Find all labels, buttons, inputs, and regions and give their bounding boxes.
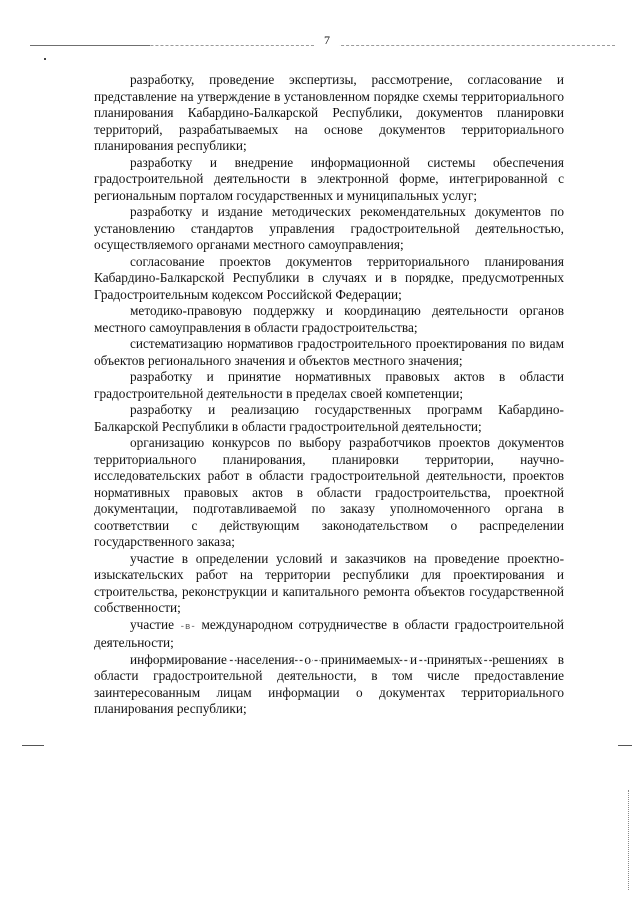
paragraph-9: организацию конкурсов по выбору разработчиков проектов документов территориального планирования, планировки территории, научно-исследовательских работ в области градостроительной деятельности, проектов нормативных правовых актов в области градостроительства, проектной документации, подготавливаемой по заказу уполномоченного органа в соответствии с действующим законодательством о распределении государственного заказа; — [94, 435, 564, 549]
paragraph-10: участие в определении условий и заказчиков на проведение проектно-изыскательских работ на территории республики для проектирования и строительства, реконструкции и капитального ремонта объектов государственной собственности; — [94, 550, 564, 615]
handwritten-mark: -в- — [179, 621, 196, 632]
paragraph-1: разработку, проведение экспертизы, рассмотрение, согласование и представление на утверждение в установленном порядке схемы территориального планирования Кабардино-Балкарской Республики, документов планировки территорий, разрабатываемых на основе документов территориального планирования республики; — [94, 72, 564, 153]
paragraph-2: разработку и внедрение информационной системы обеспечения градостроительной деятельности в электронной форме, интегрированной с региональным порталом государственных и муниципальных услуг; — [94, 154, 564, 203]
paragraph-12 — [94, 652, 564, 718]
paragraph-12-rest: в области градостроительной деятельности, в том числе предоставление заинтересованным лицам информации о документах территориального планирования республики; — [94, 651, 564, 716]
paragraph-8: разработку и реализацию государственных программ Кабардино-Балкарской Республики в области градостроительной деятельности; — [94, 402, 564, 434]
paragraph-4: согласование проектов документов территориального планирования Кабардино-Балкарской Республики в случаях и в порядке, предусмотренных Градостроительным кодексом Российской Федерации; — [94, 253, 564, 302]
right-edge-scan-marks — [628, 790, 631, 890]
document-body — [94, 72, 564, 718]
paragraph-11-start: участие — [130, 616, 180, 632]
scan-dot — [44, 58, 46, 60]
paragraph-11 — [94, 617, 564, 652]
paragraph-11-end: международном сотрудничестве в области градостроительной деятельности; — [94, 616, 564, 650]
paragraph-3: разработку и издание методических рекомендательных документов по установлению стандартов управления градостроительной деятельностью, осуществляемого органами местного самоуправления; — [94, 204, 564, 252]
paragraph-7: разработку и принятие нормативных правовых актов в области градостроительной деятельности в пределах своей компетенции; — [94, 369, 564, 401]
top-scan-rule-left — [30, 45, 150, 46]
paragraph-12-underlined: информирование населения о принимаемых и принятых решениях — [130, 651, 548, 667]
paragraph-5: методико-правовую поддержку и координацию деятельности органов местного самоуправления в области градостроительства; — [94, 303, 564, 335]
left-margin-mark — [22, 745, 44, 746]
paragraph-6: систематизацию нормативов градостроительного проектирования по видам объектов регионального значения и объектов местного значения; — [94, 336, 564, 368]
page-number: 7 — [315, 33, 339, 47]
right-margin-mark — [618, 745, 632, 746]
